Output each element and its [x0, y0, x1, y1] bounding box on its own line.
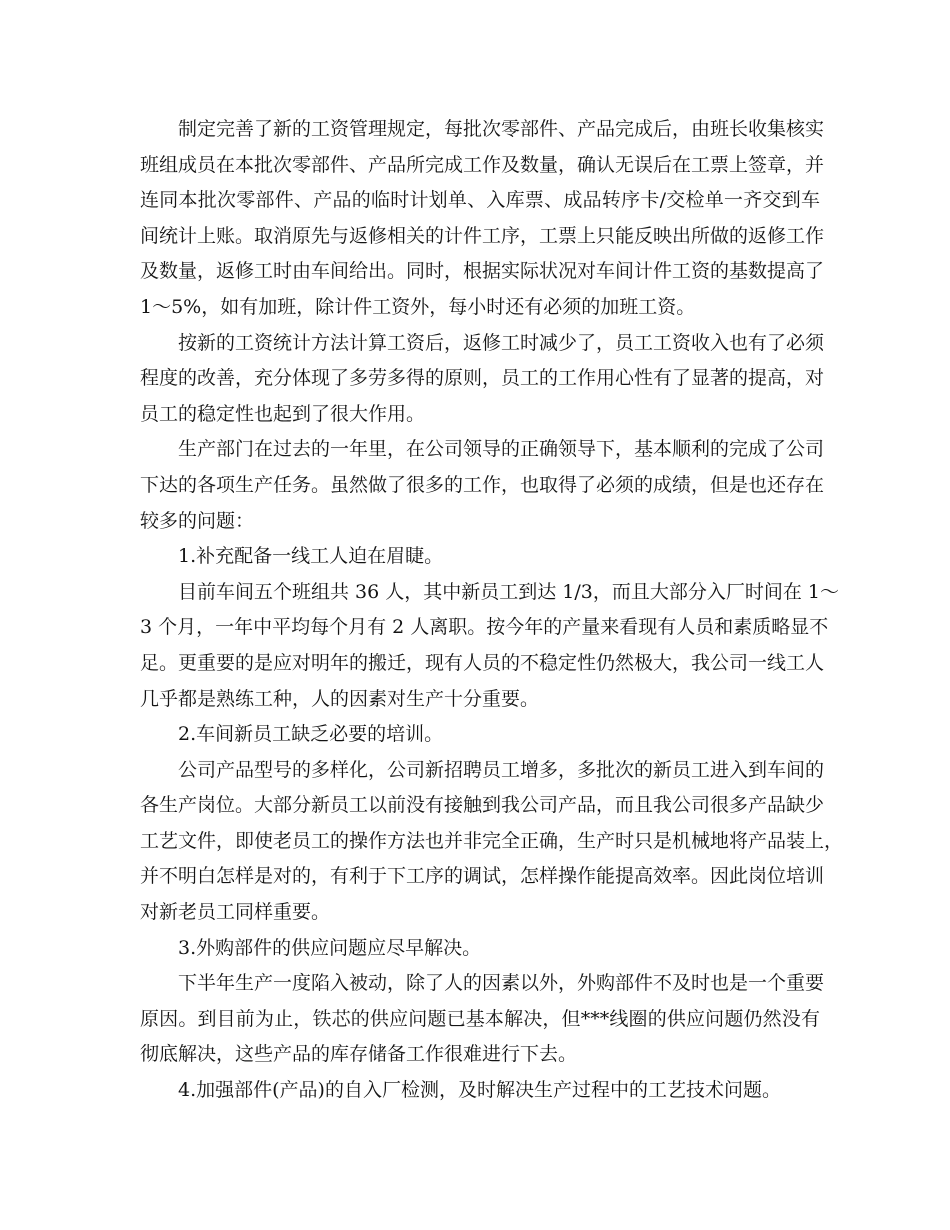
text-line: 制定完善了新的工资管理规定，每批次零部件、产品完成后，由班长收集核实 — [178, 118, 825, 140]
text-line: 员工的稳定性也起到了很大作用。 — [140, 402, 426, 425]
text-line: 各生产岗位。大部分新员工以前没有接触到我公司产品，而且我公司很多产品缺少 — [140, 794, 825, 817]
text-line: 及数量，返修工时由车间给出。同时，根据实际状况对车间计件工资的基数提高了 — [140, 260, 825, 283]
text-line: 目前车间五个班组共 36 人，其中新员工到达 1/3，而且大部分入厂时间在 1～ — [178, 580, 840, 603]
text-line: 1.补充配备一线工人迫在眉睫。 — [178, 545, 444, 568]
text-line: 2.车间新员工缺乏必要的培训。 — [178, 723, 444, 746]
text-line: 3.外购部件的供应问题应尽早解决。 — [178, 936, 482, 959]
text-line: 班组成员在本批次零部件、产品所完成工作及数量，确认无误后在工票上签章，并 — [140, 153, 825, 176]
text-line: 连同本批次零部件、产品的临时计划单、入库票、成品转序卡/交检单一齐交到车 — [140, 189, 820, 212]
text-line: 足。更重要的是应对明年的搬迁，现有人员的不稳定性仍然极大，我公司一线工人 — [140, 651, 825, 674]
text-line: 原因。到目前为止，铁芯的供应问题已基本解决，但***线圈的供应问题仍然没有 — [140, 1007, 820, 1030]
text-line: 下达的各项生产任务。虽然做了很多的工作，也取得了必须的成绩，但是也还存在 — [140, 473, 825, 496]
text-line: 公司产品型号的多样化，公司新招聘员工增多，多批次的新员工进入到车间的 — [178, 758, 825, 781]
text-line: 程度的改善，充分体现了多劳多得的原则，员工的工作用心性有了显著的提高，对 — [140, 367, 825, 390]
text-line: 较多的问题： — [140, 509, 255, 532]
text-line: 生产部门在过去的一年里，在公司领导的正确领导下，基本顺利的完成了公司 — [178, 438, 825, 461]
text-line: 按新的工资统计方法计算工资后，返修工时减少了，员工工资收入也有了必须 — [178, 331, 825, 354]
text-line: 并不明白怎样是对的，有利于下工序的调试，怎样操作能提高效率。因此岗位培训 — [140, 865, 825, 888]
text-line: 工艺文件，即使老员工的操作方法也并非完全正确，生产时只是机械地将产品装上， — [140, 829, 844, 852]
document-body — [140, 112, 844, 1109]
text-line: 间统计上账。取消原先与返修相关的计件工序，工票上只能反映出所做的返修工作 — [140, 224, 825, 247]
text-line: 1～5%，如有加班，除计件工资外，每小时还有必须的加班工资。 — [140, 295, 696, 318]
text-line: 几乎都是熟练工种，人的因素对生产十分重要。 — [140, 687, 540, 710]
text-line: 3 个月，一年中平均每个月有 2 人离职。按今年的产量来看现有人员和素质略显不 — [140, 616, 829, 639]
text-line: 下半年生产一度陷入被动，除了人的因素以外，外购部件不及时也是一个重要 — [178, 972, 825, 995]
text-line: 对新老员工同样重要。 — [140, 901, 331, 924]
text-line: 彻底解决，这些产品的库存储备工作很难进行下去。 — [140, 1043, 578, 1066]
text-line: 4.加强部件(产品)的自入厂检测，及时解决生产过程中的工艺技术问题。 — [178, 1079, 781, 1102]
